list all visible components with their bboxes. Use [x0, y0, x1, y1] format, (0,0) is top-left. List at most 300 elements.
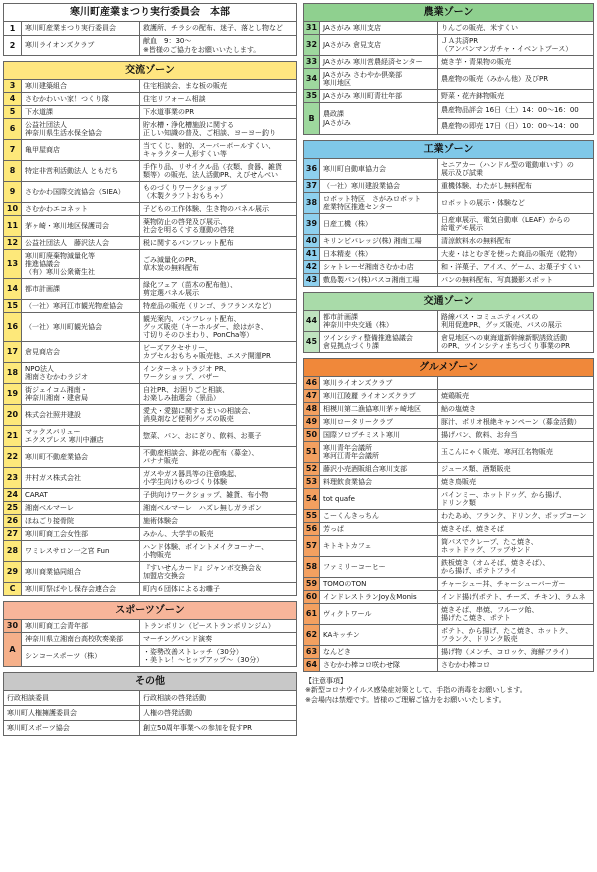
booth-number: 51	[304, 442, 320, 463]
table-row	[4, 528, 297, 541]
zone-nogyo	[303, 3, 594, 135]
activity-description: ・姿勢改善ストレッチ（30分） ・美トレ！〜ヒップアップ〜（30分）	[140, 646, 297, 667]
activity-description: 鉄板焼き（オムそば、焼きそば）、 から揚げ、ポテトフライ	[438, 557, 594, 578]
notes-section	[303, 677, 594, 705]
booth-number: 16	[4, 313, 22, 342]
organization-name: さむかわエコネット	[22, 203, 140, 216]
organization-name: ワミレスサロン一之宮 Fun	[22, 541, 140, 562]
table-row	[4, 541, 297, 562]
table-row	[304, 332, 594, 353]
booth-number: 8	[4, 161, 22, 182]
activity-description: ビーズアクセサリー、 カプセルおもちゃ販売他、エステ開運PR	[140, 342, 297, 363]
table-row	[4, 161, 297, 182]
zone-other	[3, 672, 297, 736]
organization-name: 倉見商店会	[22, 342, 140, 363]
booth-number: 41	[304, 248, 320, 261]
table-row	[304, 390, 594, 403]
table-row	[4, 119, 297, 140]
booth-number: 11	[4, 216, 22, 237]
activity-description: 清涼飲料水の無料配布	[438, 235, 594, 248]
organization-name: 寒川町スポーツ協会	[4, 721, 140, 736]
booth-number: 55	[304, 510, 320, 523]
table-row	[304, 103, 594, 119]
table-row	[304, 489, 594, 510]
organization-name: 藤沢小売酒販組合寒川支部	[320, 463, 438, 476]
booth-number: 60	[304, 591, 320, 604]
booth-number: 29	[4, 562, 22, 583]
booth-number: 50	[304, 429, 320, 442]
booth-number: 2	[4, 36, 22, 56]
organization-name: CARAT	[22, 489, 140, 502]
organization-name: こーくんきっちん	[320, 510, 438, 523]
activity-description: りんごの販売、米すくい	[438, 22, 594, 35]
table-row	[304, 235, 594, 248]
table-row	[4, 203, 297, 216]
organization-name: 株式会社照井建設	[22, 405, 140, 426]
organization-name: 神奈川県立湘南台高校吹奏楽部	[22, 633, 140, 646]
booth-number: 59	[304, 578, 320, 591]
table-row	[4, 583, 297, 596]
table-row	[304, 248, 594, 261]
organization-name: 料理飲食業協会	[320, 476, 438, 489]
activity-description: ＪＡ共済PR （アンパンマンガチャ・イベントブース）	[438, 35, 594, 56]
table-row	[4, 216, 297, 237]
activity-description: 自社PR、お困りごと相談、 お楽しみ抽選会（景品）	[140, 384, 297, 405]
table-row	[4, 384, 297, 405]
booth-number: 53	[304, 476, 320, 489]
table-row	[304, 536, 594, 557]
booth-number: 28	[4, 541, 22, 562]
activity-description: 焼鶏販売	[438, 390, 594, 403]
table-row	[304, 625, 594, 646]
booth-number: 38	[304, 193, 320, 214]
zone-title: 交通ゾーン	[304, 293, 594, 311]
table-row	[304, 377, 594, 390]
booth-number: B	[304, 103, 320, 135]
organization-name: JAさがみ さわやか倶楽部 寒川地区	[320, 69, 438, 90]
booth-number: 44	[304, 311, 320, 332]
activity-description: 大麦・はとむぎを使った商品の販売（乾物）	[438, 248, 594, 261]
booth-number: 33	[304, 56, 320, 69]
activity-description: ジュース類、酒類販売	[438, 463, 594, 476]
table-row	[304, 646, 594, 659]
booth-number: 7	[4, 140, 22, 161]
activity-description: 創立50周年事業への参加を促すPR	[140, 721, 297, 736]
organization-name: 相模川第二漁協寒川茅ヶ崎地区	[320, 403, 438, 416]
table-row	[4, 489, 297, 502]
table-row	[4, 691, 297, 706]
table-row	[4, 447, 297, 468]
activity-description: ハンド体験、ポイントメイクコーナー、 小物販売	[140, 541, 297, 562]
organization-name: 茅ヶ崎・寒川地区保護司会	[22, 216, 140, 237]
activity-description: 不動産相談会、鉢花の配布（募金）、 バナナ販売	[140, 447, 297, 468]
organization-name: 公益社団法人 神奈川県生活水保全協会	[22, 119, 140, 140]
booth-number: 63	[304, 646, 320, 659]
notes-line-2: ※会場内は禁煙です。皆様のご理解ご協力をお願いいたします。	[305, 695, 506, 704]
zone-hq	[3, 3, 297, 56]
booth-number: 21	[4, 426, 22, 447]
booth-number: 20	[4, 405, 22, 426]
organization-name: 寒川町産業まつり実行委員会	[22, 22, 140, 36]
table-row	[4, 426, 297, 447]
activity-description: 豚汁、ポリオ根絶キャンペーン（募金活動）	[438, 416, 594, 429]
table-row	[304, 90, 594, 103]
activity-description: 農産物品評会 16日（土）14：00～16：00	[438, 103, 594, 119]
booth-number: 6	[4, 119, 22, 140]
table-row	[4, 106, 297, 119]
table-row	[304, 476, 594, 489]
booth-number: 56	[304, 523, 320, 536]
table-row	[4, 342, 297, 363]
zone-title: 交流ゾーン	[4, 62, 297, 80]
organization-name: 寒川商業協同組合	[22, 562, 140, 583]
activity-description: 焼き鳥販売	[438, 476, 594, 489]
notes-heading: 【注意事項】	[305, 677, 347, 685]
activity-description: 税に関するパンフレット配布	[140, 237, 297, 250]
table-row	[4, 706, 297, 721]
booth-number: 45	[304, 332, 320, 353]
booth-number: 47	[304, 390, 320, 403]
activity-description: セニアカー（ハンドル型の電動車いす）の 展示及び試乗	[438, 159, 594, 180]
activity-description: ロボットの展示・体験など	[438, 193, 594, 214]
activity-description: パインミー、ホットドッグ、から揚げ、 ドリンク類	[438, 489, 594, 510]
activity-description: 揚げ物（メンチ、コロッケ、海鮮フライ）	[438, 646, 594, 659]
table-row	[4, 250, 297, 279]
table-row	[304, 261, 594, 274]
activity-description: 観光案内、パンフレット配布、 グッズ販売（キーホルダー、絵はがき、 寸切りそのひまわり、PonCha等）	[140, 313, 297, 342]
table-row	[304, 416, 594, 429]
booth-number: 18	[4, 363, 22, 384]
booth-number: 34	[304, 69, 320, 90]
zone-title: 工業ゾーン	[304, 141, 594, 159]
table-row	[4, 502, 297, 515]
activity-description: 献血 9：30～ ※皆様のご協力をお願いいたします。	[140, 36, 297, 56]
booth-number: 35	[304, 90, 320, 103]
table-row	[4, 93, 297, 106]
organization-name: 街ジェイコム湘南・ 神奈川湘南・建倉局	[22, 384, 140, 405]
organization-name: 敷島製パン(株)パスコ湘南工場	[320, 274, 438, 287]
right-column	[303, 3, 594, 705]
activity-description: 鮎の塩焼き	[438, 403, 594, 416]
activity-description: ポテト、から揚げ、たこ焼き、ホットク、 フランク、ドリンク販売	[438, 625, 594, 646]
booth-number: 23	[4, 468, 22, 489]
table-row	[304, 180, 594, 193]
organization-name: 寒川ライオンズクラブ	[320, 377, 438, 390]
table-row	[4, 405, 297, 426]
booth-number: 5	[4, 106, 22, 119]
organization-name: tot quafe	[320, 489, 438, 510]
booth-number: 52	[304, 463, 320, 476]
activity-description: インターネットラジオ PR、 ワークショップ、バザー	[140, 363, 297, 384]
booth-number: 17	[4, 342, 22, 363]
organization-name: JAさがみ 倉見支店	[320, 35, 438, 56]
activity-description: 日産車展示、電気自動車（LEAF）からの 給電デモ展示	[438, 214, 594, 235]
table-row	[4, 633, 297, 646]
table-row	[304, 274, 594, 287]
table-row	[304, 69, 594, 90]
table-row	[304, 591, 594, 604]
booth-number: 25	[4, 502, 22, 515]
table-row	[4, 363, 297, 384]
activity-description: トランポリン（ピーストランポリンジム）	[140, 620, 297, 633]
activity-description: 行政相談の啓発活動	[140, 691, 297, 706]
booth-number: 64	[304, 659, 320, 672]
table-row	[4, 237, 297, 250]
booth-number: 54	[304, 489, 320, 510]
activity-description: 当てくじ、射的、スーパーボールすくい、 キャラクター人形すくい等	[140, 140, 297, 161]
booth-number: 3	[4, 80, 22, 93]
organization-name: シャトレーゼ湘南さむかわ店	[320, 261, 438, 274]
activity-description: 緑化フェア（苗木の配布他）、 剪定選パネル展示	[140, 279, 297, 300]
organization-name: ロボット特区 さがみロボット 産業特区推進センター	[320, 193, 438, 214]
table-row	[304, 578, 594, 591]
table-row	[4, 620, 297, 633]
table-row	[304, 604, 594, 625]
activity-description: 揚げパン、飲料、お弁当	[438, 429, 594, 442]
activity-description: 惣菜、パン、おにぎり、飲料、お菓子	[140, 426, 297, 447]
activity-description: 救護所、チラシの配布、迷子、落とし物など	[140, 22, 297, 36]
table-row	[304, 659, 594, 672]
booth-number: 27	[4, 528, 22, 541]
activity-description: 下水道事業のPR	[140, 106, 297, 119]
booth-number: 57	[304, 536, 320, 557]
zone-kotsu	[303, 292, 594, 353]
organization-name: 寒川町自動車協力会	[320, 159, 438, 180]
table-row	[4, 36, 297, 56]
organization-name: ファミリーコーヒー	[320, 557, 438, 578]
organization-name: 寒川町商工会女性部	[22, 528, 140, 541]
booth-number: 12	[4, 237, 22, 250]
table-row	[304, 35, 594, 56]
table-row	[304, 403, 594, 416]
organization-name: さむかわいい家！つくり隊	[22, 93, 140, 106]
activity-description	[438, 377, 594, 390]
organization-name: 日産工機（株）	[320, 214, 438, 235]
activity-description: 人権の啓発活動	[140, 706, 297, 721]
zone-title: 農業ゾーン	[304, 4, 594, 22]
booth-number: 22	[4, 447, 22, 468]
zone-title: グルメゾーン	[304, 359, 594, 377]
zone-gurume	[303, 358, 594, 672]
organization-name: 寒川町不動産業協会	[22, 447, 140, 468]
activity-description: インド揚げ(ポテト、チーズ、チキン)、ラムネ	[438, 591, 594, 604]
activity-description: 湘南ベルマーレ ハズレ無しガラポン	[140, 502, 297, 515]
left-column	[3, 3, 297, 741]
table-row	[4, 515, 297, 528]
activity-description: マーチングバンド演奏	[140, 633, 297, 646]
organization-name: なんどき	[320, 646, 438, 659]
organization-name: 寒川ライオンズクラブ	[22, 36, 140, 56]
table-row	[304, 557, 594, 578]
table-row	[4, 300, 297, 313]
organization-name: 寒川町祭ばやし保存会連合会	[22, 583, 140, 596]
table-row	[304, 429, 594, 442]
organization-name: 寒川町人権擁護委員会	[4, 706, 140, 721]
organization-name: JAさがみ 寒川町青壮年部	[320, 90, 438, 103]
organization-name: JAさがみ 寒川営農経済センター	[320, 56, 438, 69]
organization-name: ほねごり接骨院	[22, 515, 140, 528]
activity-description: ごみ減量化のPR、 草木炭の無料配布	[140, 250, 297, 279]
booth-number: 43	[304, 274, 320, 287]
organization-name: 寒川青年会議所 寒河江青年会議所	[320, 442, 438, 463]
table-row	[304, 22, 594, 35]
table-row	[4, 140, 297, 161]
activity-description: ものづくりワークショップ （木製クラフトおもちゃ）	[140, 182, 297, 203]
activity-description: 焼きそば、焼きそば	[438, 523, 594, 536]
activity-description: 農産物の販売（みかん他）及びPR	[438, 69, 594, 90]
booth-number: 1	[4, 22, 22, 36]
booth-number: 13	[4, 250, 22, 279]
organization-name: 亀甲屋商店	[22, 140, 140, 161]
booth-number: 42	[304, 261, 320, 274]
organization-name: インドレストランJoy＆Monis	[320, 591, 438, 604]
table-row	[304, 510, 594, 523]
table-row	[4, 80, 297, 93]
activity-description: 特産品の販売（リンゴ、ラフランスなど）	[140, 300, 297, 313]
activity-description: 焼き芋・青果物の販売	[438, 56, 594, 69]
organization-name: ヴィクトワール	[320, 604, 438, 625]
organization-name: 下水道課	[22, 106, 140, 119]
booth-number: 30	[4, 620, 22, 633]
zone-title: その他	[4, 673, 297, 691]
table-row	[4, 182, 297, 203]
organization-name: JAさがみ 寒川支店	[320, 22, 438, 35]
organization-name: キリンビバレッジ(株) 湘南工場	[320, 235, 438, 248]
booth-number: 19	[4, 384, 22, 405]
organization-name: ツインシティ整備推進協議会 倉見拠点づくり課	[320, 332, 438, 353]
zone-title: スポーツゾーン	[4, 602, 297, 620]
booth-number: C	[4, 583, 22, 596]
organization-name: 井村ガス株式会社	[22, 468, 140, 489]
activity-description: 『すいせんカード』ジャンボ交換会＆ 加盟店交換会	[140, 562, 297, 583]
booth-number: 40	[304, 235, 320, 248]
table-row	[304, 56, 594, 69]
table-row	[4, 721, 297, 736]
table-row	[4, 22, 297, 36]
booth-number: 26	[4, 515, 22, 528]
organization-name: 寒川ロータリークラブ	[320, 416, 438, 429]
activity-description: さむかわ棒コロ	[438, 659, 594, 672]
activity-description: パンの無料配布、写真撮影スポット	[438, 274, 594, 287]
organization-name: 寒川建築組合	[22, 80, 140, 93]
notes-line-1: ※新型コロナウイルス感染症対策として、手指の消毒をお願いします。	[305, 686, 527, 695]
activity-description: 重機体験、わたがし無料配布	[438, 180, 594, 193]
activity-description: 施術体験会	[140, 515, 297, 528]
organization-name: マックスバリュー エクスプレス 寒川中瀬店	[22, 426, 140, 447]
organization-name: KAキッチン	[320, 625, 438, 646]
table-row	[304, 311, 594, 332]
organization-name: キトキトカフェ	[320, 536, 438, 557]
activity-description: 愛犬・愛猫に関するまいの相談会、 消臭剤など便利グッズの販売	[140, 405, 297, 426]
table-row	[4, 646, 297, 667]
organization-name: TOMOのTON	[320, 578, 438, 591]
table-row	[304, 159, 594, 180]
booth-number: 31	[304, 22, 320, 35]
table-row	[304, 214, 594, 235]
booth-number: 10	[4, 203, 22, 216]
activity-description: 野菜・花卉鉢物販売	[438, 90, 594, 103]
activity-description: 農産物の即売 17日（日）10：00～14：00	[438, 119, 594, 135]
table-row	[304, 193, 594, 214]
table-row	[304, 442, 594, 463]
organization-name: 農政課 JAさがみ	[320, 103, 438, 135]
table-row	[4, 468, 297, 489]
activity-description: 子供向けワークショップ、雑貨、布小物	[140, 489, 297, 502]
organization-name: 都市計画課 神奈川中央交通（株）	[320, 311, 438, 332]
activity-description: 手作り品、リサイクル品（衣類、食器、雑貨 類等）の販売、法人活動PR、えびせんべい	[140, 161, 297, 182]
organization-name: 寒川江陵麗 ライオンズクラブ	[320, 390, 438, 403]
organization-name: 寒川町廃棄物減量化等 推進協議会 （有）寒川公衆衛生社	[22, 250, 140, 279]
organization-name: 公益社団法人 藤沢法人会	[22, 237, 140, 250]
zone-kogyo	[303, 140, 594, 287]
booth-number: 61	[304, 604, 320, 625]
table-row	[4, 562, 297, 583]
activity-description: 住宅相談会、まな板の販売	[140, 80, 297, 93]
zone-koryu	[3, 61, 297, 596]
organization-name: さむかわ棒コロ咲わせ隊	[320, 659, 438, 672]
activity-description: 町内６団体によるお囃子	[140, 583, 297, 596]
booth-number: A	[4, 633, 22, 667]
activity-description: 路線バス・コミュニティバスの 利用促進PR、グッズ販売、バスの展示	[438, 311, 594, 332]
booth-number: 37	[304, 180, 320, 193]
booth-number: 32	[304, 35, 320, 56]
table-row	[4, 313, 297, 342]
organization-name: 湘南ベルマーレ	[22, 502, 140, 515]
activity-description: 和・洋菓子、アイス、ゲーム、お菓子すくい	[438, 261, 594, 274]
booth-number: 48	[304, 403, 320, 416]
booth-number: 15	[4, 300, 22, 313]
activity-description: チャーシュー丼、チャーシューバーガー	[438, 578, 594, 591]
activity-description: 焼きそば、串焼、フルーツ飴、 揚げたこ焼き、ポテト	[438, 604, 594, 625]
activity-description: 貯水槽・浄化槽施設に関する 正しい知識の普及、ご相談、ヨーヨー釣り	[140, 119, 297, 140]
booth-number: 9	[4, 182, 22, 203]
zone-sports	[3, 601, 297, 667]
table-row	[304, 463, 594, 476]
activity-description: わたあめ、フランク、ドリンク、ポップコーン	[438, 510, 594, 523]
right-zones	[303, 3, 594, 672]
organization-name: 寒川町商工会青年部	[22, 620, 140, 633]
booth-number: 24	[4, 489, 22, 502]
organization-name: 芳っぱ	[320, 523, 438, 536]
booth-number: 4	[4, 93, 22, 106]
organization-name: 日本精麦（株）	[320, 248, 438, 261]
zone-title: 寒川町産業まつり実行委員会 本部	[4, 4, 297, 22]
organization-name: （一社）寒川町観光協会	[22, 313, 140, 342]
booth-number: 62	[304, 625, 320, 646]
organization-name: シンコースポーツ（株）	[22, 646, 140, 667]
organization-name: （一社）寒川建設業協会	[320, 180, 438, 193]
booth-number: 14	[4, 279, 22, 300]
activity-description: 筒パスでクレープ、たこ焼き、 ホットドッグ、フッブサンド	[438, 536, 594, 557]
activity-description: 住宅リフォーム相談	[140, 93, 297, 106]
activity-description: 薬物防止の啓発及び展示、 社会を明るくする運動の啓発	[140, 216, 297, 237]
activity-description: みかん、大学芋の販売	[140, 528, 297, 541]
activity-description: 玉こんにゃく販売、寒河江名物販売	[438, 442, 594, 463]
table-row	[304, 523, 594, 536]
activity-description: 倉見地区への東海道新幹線新駅誘致活動 のPR、ツインシティまちづくり事業のPR	[438, 332, 594, 353]
organization-name: さむかわ国際交流協会（SIEA）	[22, 182, 140, 203]
organization-name: 国際ソロプチミスト寒川	[320, 429, 438, 442]
organization-name: 行政相談委員	[4, 691, 140, 706]
table-row	[4, 279, 297, 300]
organization-name: 特定非営利活動法人 ともだち	[22, 161, 140, 182]
organization-name: NPO法人 湘南さむかわラジオ	[22, 363, 140, 384]
booth-number: 49	[304, 416, 320, 429]
booth-number: 39	[304, 214, 320, 235]
organization-name: 都市計画課	[22, 279, 140, 300]
organization-name: （一社）寒河江市観光物産協会	[22, 300, 140, 313]
activity-description: ガスやガス器具等の注意喚起、 小学生向けものづくり体験	[140, 468, 297, 489]
